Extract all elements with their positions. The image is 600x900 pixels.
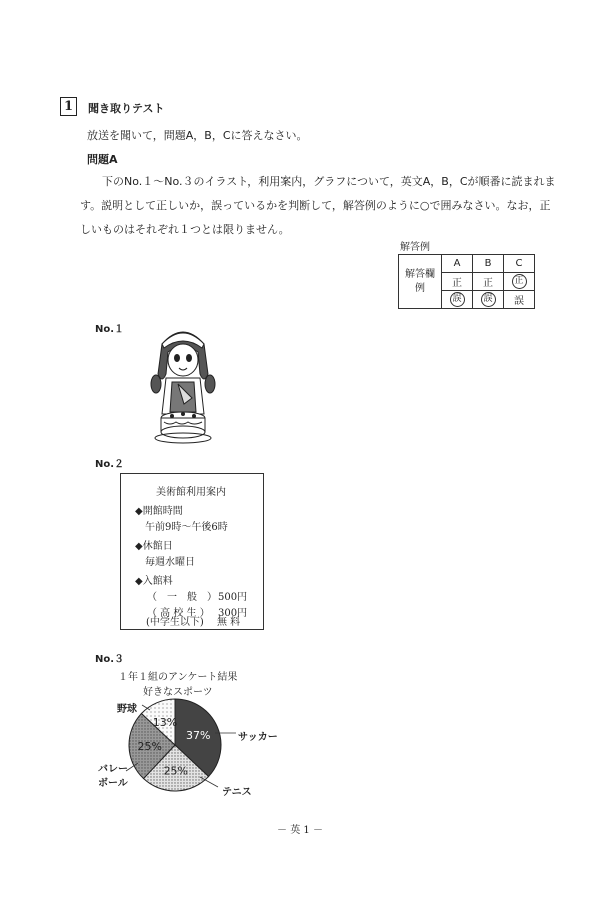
answer-example-cell [442, 291, 473, 309]
pie-value-label: 37% [185, 728, 211, 742]
answer-example-row-header [399, 255, 442, 309]
answer-example-cell [473, 273, 504, 291]
answer-example-value: 正 [452, 278, 462, 289]
pie-category-label: テニス [222, 787, 252, 798]
answer-example-row-header-text: 解答欄例 [405, 268, 435, 294]
museum-notice-box [120, 473, 264, 630]
notice-closed-label: ◆休館日 [135, 541, 173, 552]
question-instruction: 放送を聞いて，問題A，B，Cに答えなさい。 [87, 129, 308, 142]
answer-example-table [398, 254, 535, 309]
answer-example-cell [442, 273, 473, 291]
notice-fee-category: （ 高 校 生 ） [147, 608, 210, 619]
question-title: 聞き取りテスト [88, 102, 165, 115]
pie-category-label: バレーボール [98, 764, 128, 789]
mondai-a-label: 問題A [87, 153, 118, 166]
answer-example-value: 誤 [514, 296, 524, 307]
notice-closed: 毎週水曜日 [145, 557, 195, 568]
answer-example-title: 解答例 [400, 242, 430, 253]
no3-label: No.３ [95, 654, 125, 665]
no1-label: No.１ [95, 324, 125, 335]
notice-fee-category: (中学生以下) [146, 617, 204, 628]
answer-example-col-b: B [473, 255, 504, 273]
answer-example-circled-value: 誤 [450, 292, 465, 307]
answer-example-col-c: C [504, 255, 535, 273]
question-number-box [60, 97, 77, 116]
pie-value-label: 25% [163, 764, 189, 778]
answer-example-circled-value: 誤 [481, 292, 496, 307]
mondai-a-paragraph: 下のNo.１～No.３のイラスト，利用案内，グラフについて，英文A，B，Cが順番に読まれます。説明として正しいか，誤っているかを判断して，解答例のように○で囲みなさい。なお，正しいものはそれぞれ１つとは限りません。 [80, 175, 556, 236]
answer-example-value: 正 [483, 278, 493, 289]
question-number: 1 [63, 99, 74, 114]
answer-example-cell [473, 291, 504, 309]
notice-title: 美術館利用案内 [156, 487, 226, 498]
notice-fee-label: ◆入館料 [135, 576, 173, 587]
pie-value-label: 13% [152, 715, 178, 729]
page-footer: － 英 1 － [277, 825, 323, 836]
answer-example-col-a: A [442, 255, 473, 273]
notice-opening-hours: 午前9時～午後6時 [145, 522, 228, 533]
notice-fee-price: 500円 [218, 592, 248, 603]
no2-label: No.２ [95, 459, 125, 470]
pie-category-label: サッカー [238, 732, 278, 743]
notice-fee-category: （ 一 般 ） [147, 592, 217, 603]
answer-example-cell [504, 291, 535, 309]
girl-with-cake-illustration [148, 322, 218, 447]
pie-value-label: 25% [137, 739, 162, 753]
chart-title-line-2: 好きなスポーツ [143, 687, 213, 698]
pie-category-label: 野球 [117, 704, 137, 715]
notice-fee-price: 無 料 [217, 617, 241, 628]
chart-title-line-1: １年１組のアンケート結果 [118, 672, 238, 683]
answer-example-cell [504, 273, 535, 291]
notice-fee-price: 300円 [218, 608, 248, 619]
notice-opening-hours-label: ◆開館時間 [135, 506, 183, 517]
answer-example-circled-value: 正 [512, 274, 527, 289]
